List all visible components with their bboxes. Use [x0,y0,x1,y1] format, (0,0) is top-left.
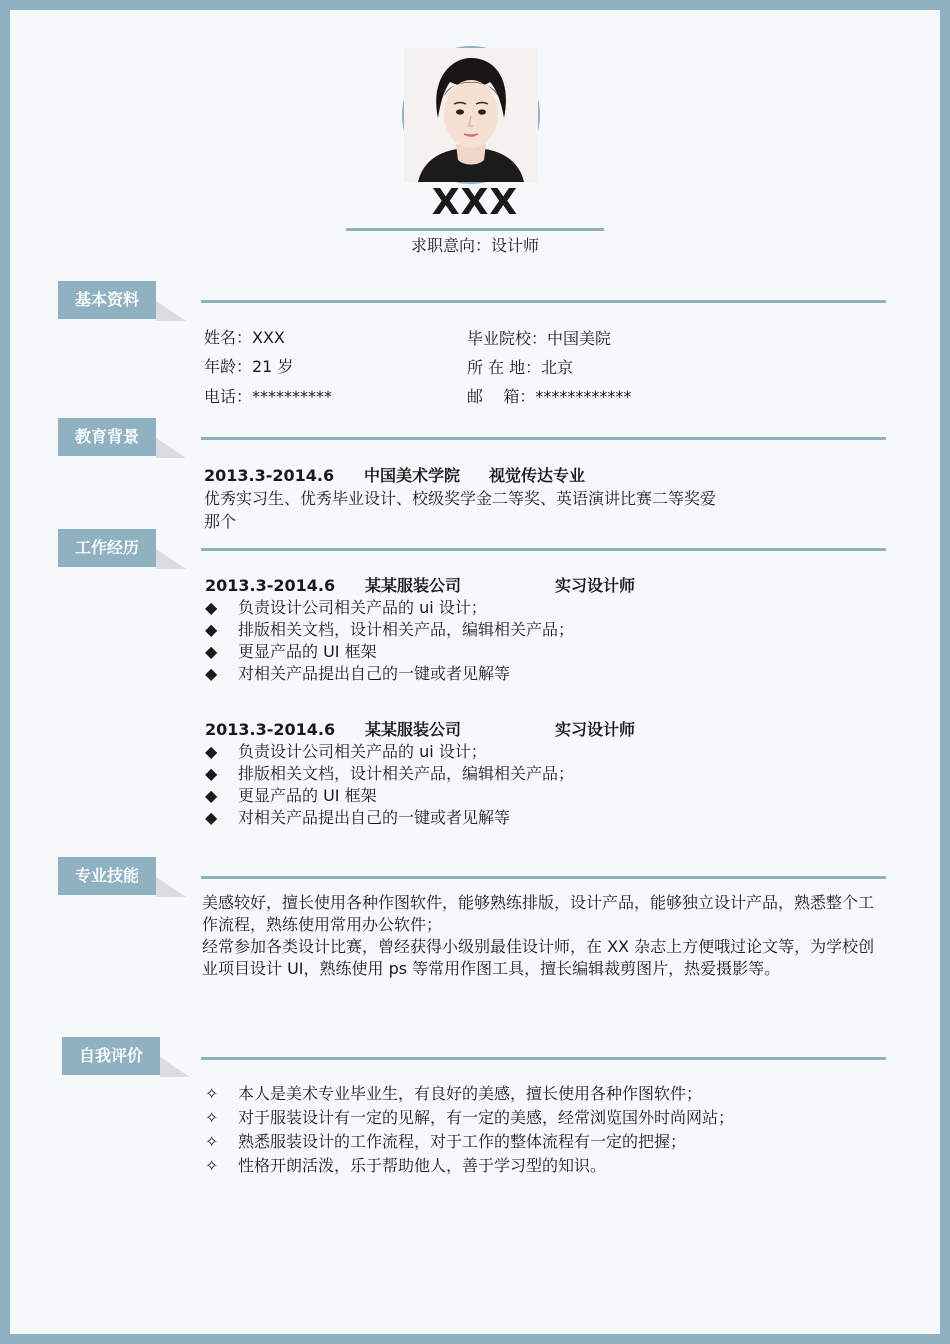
section-divider-skills [201,876,886,879]
diamond-bullet-icon: ◆ [205,742,218,761]
info-name: 姓名：XXX [204,328,285,347]
list-item [205,641,574,663]
diamond-bullet-icon: ◆ [205,764,218,783]
section-tag-fold [156,301,186,321]
eval-text: 对于服装设计有一定的见解，有一定的美感，经常浏览国外时尚网站； [238,1108,735,1127]
work-company: 某某服装公司 [365,576,462,595]
list-item [205,1083,734,1107]
section-title-self: 自我评价 [62,1037,160,1075]
info-location: 所 在 地：北京 [467,358,574,377]
section-tag-fold [156,877,186,897]
list-item [205,763,574,785]
job-intention: 求职意向：设计师 [410,236,539,255]
skills-paragraph-1: 美感较好，擅长使用各种作图软件，能够熟练排版，设计产品，能够独立设计产品，熟悉整个工作流程，熟练使用常用办公软件； [202,893,875,934]
list-item [205,741,574,763]
name-underline [346,228,604,231]
sparkle-bullet-icon: ✧ [205,1132,219,1151]
skills-paragraph-2: 经常参加各类设计比赛，曾经获得小级别最佳设计师，在 XX 杂志上方便哦过论文等，为学校创业项目设计 UI，熟练使用 ps 等常用作图工具，擅长编辑裁剪图片，热爱摄影等。 [202,937,875,978]
edu-major: 视觉传达专业 [489,466,586,485]
duty-text: 负责设计公司相关产品的 ui 设计； [238,742,487,761]
section-tag-skills [58,857,188,897]
work-duties-list [205,597,574,685]
duty-text: 对相关产品提出自己的一键或者见解等 [238,808,511,827]
diamond-bullet-icon: ◆ [205,598,218,617]
section-divider-work [201,548,886,551]
sparkle-bullet-icon: ✧ [205,1108,219,1127]
eval-text: 本人是美术专业毕业生，有良好的美感，擅长使用各种作图软件； [238,1084,703,1103]
section-tag-fold [156,438,186,458]
work-duties-list [205,741,574,829]
section-title-skills: 专业技能 [58,857,156,895]
work-role: 实习设计师 [555,720,636,739]
list-item [205,1107,734,1131]
list-item [205,1131,734,1155]
sparkle-bullet-icon: ✧ [205,1084,219,1103]
list-item [205,597,574,619]
section-tag-self [58,1037,188,1077]
edu-honors: 优秀实习生、优秀毕业设计、校级奖学金二等奖、英语演讲比赛二等奖爱 [204,489,717,508]
work-role: 实习设计师 [555,576,636,595]
duty-text: 更显产品的 UI 框架 [238,786,377,805]
info-email: 邮 箱：************ [467,387,632,406]
work-company: 某某服装公司 [365,720,462,739]
info-school: 毕业院校：中国美院 [467,329,612,348]
diamond-bullet-icon: ◆ [205,620,218,639]
duty-text: 排版相关文档，设计相关产品，编辑相关产品； [238,764,575,783]
work-period: 2013.3-2014.6 [205,576,336,595]
info-phone: 电话：********** [204,387,333,406]
diamond-bullet-icon: ◆ [205,808,218,827]
section-divider-education [201,437,886,440]
eval-text: 熟悉服装设计的工作流程，对于工作的整体流程有一定的把握； [238,1132,687,1151]
diamond-bullet-icon: ◆ [205,664,218,683]
edu-school: 中国美术学院 [364,466,461,485]
list-item [205,785,574,807]
edu-period: 2013.3-2014.6 [204,466,335,485]
section-title-education: 教育背景 [58,418,156,456]
section-tag-fold [156,549,186,569]
section-tag-work [58,529,188,569]
sparkle-bullet-icon: ✧ [205,1156,219,1175]
list-item [205,807,574,829]
list-item [205,1155,734,1179]
duty-text: 排版相关文档，设计相关产品，编辑相关产品； [238,620,575,639]
info-age: 年龄：21 岁 [204,357,294,376]
section-tag-education [58,418,188,458]
section-divider-self [201,1057,886,1060]
duty-text: 更显产品的 UI 框架 [238,642,377,661]
diamond-bullet-icon: ◆ [205,642,218,661]
section-divider-basic [201,300,886,303]
diamond-bullet-icon: ◆ [205,786,218,805]
list-item [205,619,574,641]
self-eval-list [205,1083,734,1179]
section-tag-fold [160,1057,190,1077]
profile-photo [402,46,540,184]
profile-photo-illustration [404,48,538,182]
eval-text: 性格开朗活泼，乐于帮助他人，善于学习型的知识。 [238,1156,607,1175]
section-tag-basic [58,281,188,321]
edu-honors-overflow: 那个 [204,512,237,531]
work-period: 2013.3-2014.6 [205,720,336,739]
section-title-work: 工作经历 [58,529,156,567]
duty-text: 负责设计公司相关产品的 ui 设计； [238,598,487,617]
duty-text: 对相关产品提出自己的一键或者见解等 [238,664,511,683]
section-title-basic: 基本资料 [58,281,156,319]
edu-honors-overflow-clip [204,511,237,531]
candidate-name: XXX [431,182,519,223]
list-item [205,663,574,685]
